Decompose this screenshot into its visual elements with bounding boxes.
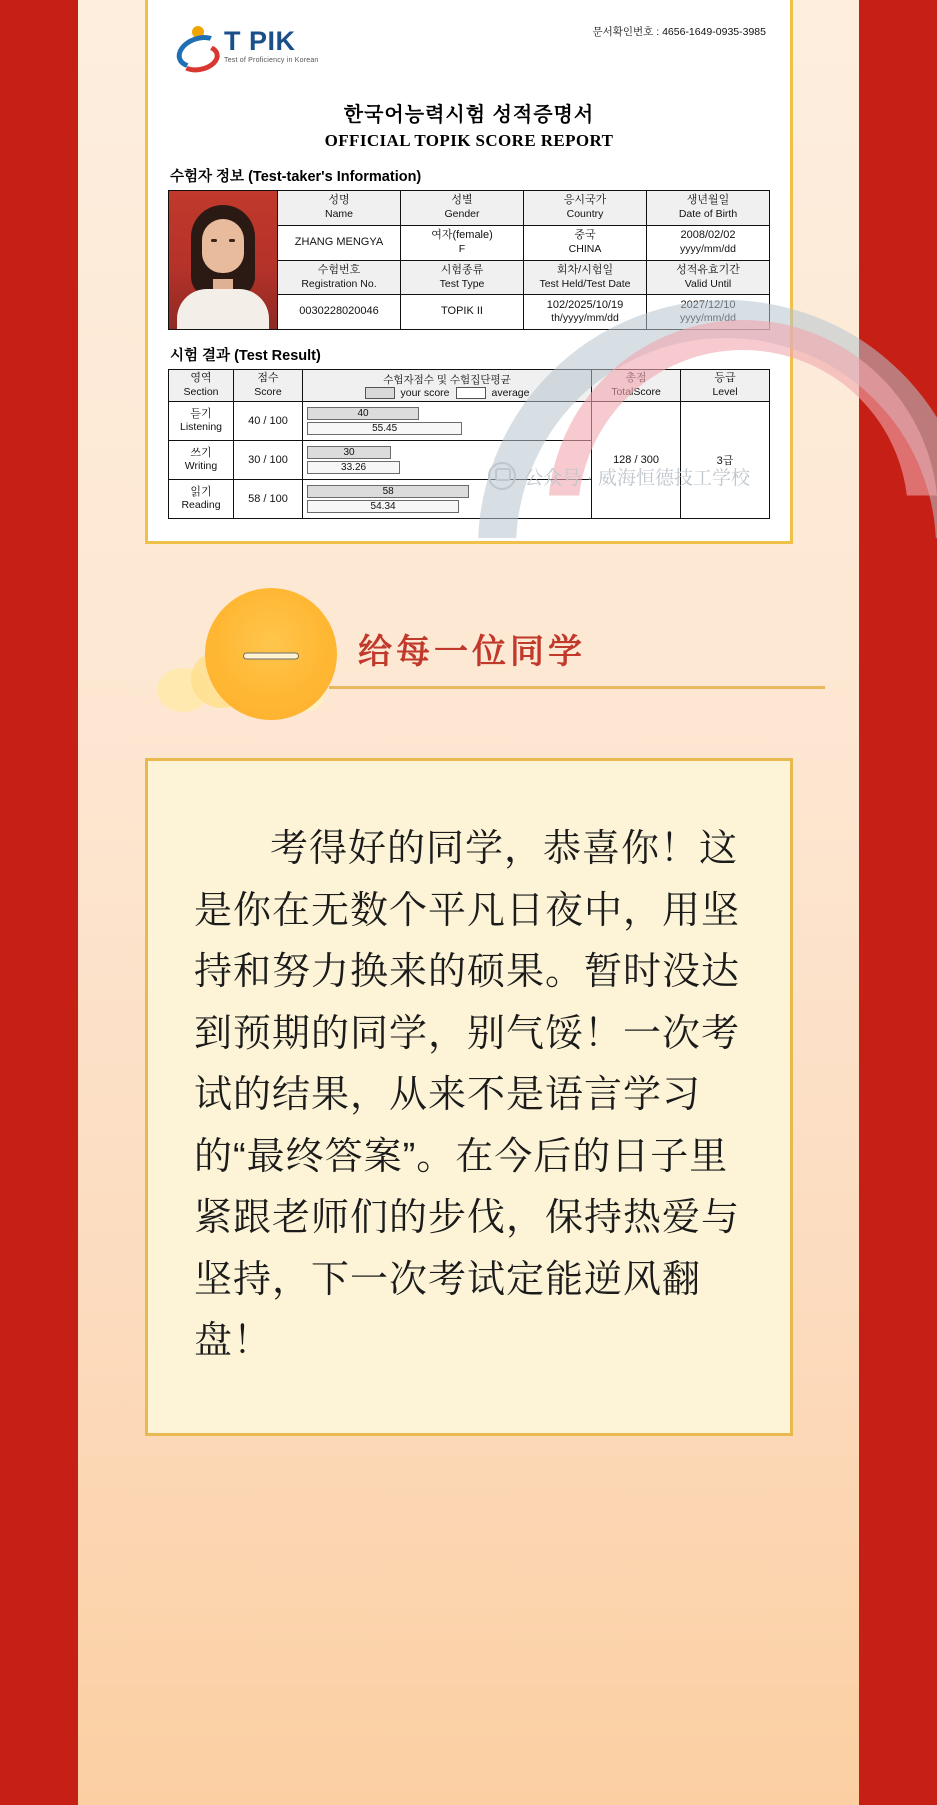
value-test-date [524,295,647,330]
header-country-kr: 응시국가 [563,194,607,207]
document-verification-number: 문서확인번호 : 4656-1649-0935-3985 [592,26,766,38]
poster-content-column [78,0,859,1805]
value-name [278,225,401,260]
row-listening-section-kr: 듣기 [190,407,212,420]
header-result-score-kr: 점수 [257,372,279,385]
legend-average-label: average [491,387,530,399]
table-row [169,370,770,402]
header-dob-en: Date of Birth [678,208,738,221]
legend-your-swatch [365,387,395,399]
header-dob-kr: 생년월일 [686,194,730,207]
row-reading-section-en: Reading [181,499,221,512]
row-listening-average-bar: 55.45 [307,422,462,435]
header-result-section-kr: 영역 [190,372,212,385]
value-name-line1: ZHANG MENGYA [294,235,384,248]
message-body: 考得好的同学，恭喜你！这是你在无数个平凡日夜中，用坚持和努力换来的硕果。暂时没达到预期的同学，别气馁！一次考试的结果，从来不是语言学习的“最终答案”。在今后的日子里紧跟老师们的步伐，保持热爱与坚持，下一次考试定能逆风翻盘！ [194,828,741,1363]
test-taker-info-table [168,190,770,330]
topik-logo-tagline: Test of Proficiency in Korean [224,57,319,64]
section-header [145,582,825,732]
certificate-title-korean: 한국어능력시험 성적증명서 [343,104,595,126]
row-writing-bars [303,441,592,480]
test-taker-info-label: 수험자 정보 (Test-taker's Information) [170,169,422,185]
section-title: 给每一位同学 [358,633,586,671]
value-test-type [401,295,524,330]
header-test-date [524,260,647,295]
header-name-en: Name [324,208,353,221]
row-writing-section [169,441,234,480]
value-dob [647,225,770,260]
value-country-line2: CHINA [568,242,602,255]
topik-logo [176,26,319,66]
header-level-en: Level [712,385,738,398]
value-valid-until-line2: yyyy/mm/dd [679,312,736,325]
row-writing-section-kr: 쓰기 [190,446,212,459]
row-reading-section-kr: 읽기 [190,485,212,498]
row-reading-your-bar: 58 [307,485,469,498]
value-valid-until-line1: 2027/12/10 [680,298,736,311]
header-test-date-kr: 회차/시험일 [556,263,614,276]
certificate-title-english: OFFICIAL TOPIK SCORE REPORT [324,131,614,150]
header-registration-no [278,260,401,295]
header-test-type-en: Test Type [439,277,485,290]
row-reading-section [169,480,234,519]
header-gender-en: Gender [444,208,480,221]
header-result-chart-kr: 수험자점수 및 수험집단평균 [383,374,511,386]
value-valid-until [647,295,770,330]
row-listening-section [169,402,234,441]
header-test-type-kr: 시험종류 [440,263,484,276]
row-listening-section-en: Listening [179,421,223,434]
header-name [278,191,401,226]
legend-average-swatch [456,387,486,399]
header-gender [401,191,524,226]
header-total-score [592,370,681,402]
value-dob-line2: yyyy/mm/dd [679,242,736,255]
level-value: 3급 [681,402,770,519]
row-listening-score: 40 / 100 [234,402,303,441]
header-valid-until [647,260,770,295]
header-test-date-en: Test Held/Test Date [539,277,631,290]
value-gender-line2: F [458,242,466,255]
header-name-kr: 성명 [328,194,350,207]
watermark-text: 公众号 · 威海恒德技工学校 [524,467,750,489]
header-result-chart [303,370,592,402]
row-writing-section-en: Writing [184,460,218,473]
test-taker-photo [169,191,278,330]
header-valid-until-kr: 성적유효기간 [676,263,740,276]
header-level-kr: 등급 [714,372,736,385]
value-registration-no [278,295,401,330]
table-row [169,191,770,226]
topik-logo-icon [176,26,218,66]
sun-decoration [205,588,337,720]
row-writing-average-bar: 33.26 [307,461,400,474]
total-score-value: 128 / 300 [592,402,681,519]
section-title-underline [329,686,825,689]
value-registration-no-line1: 0030228020046 [299,305,379,318]
test-result-label: 시험 결과 (Test Result) [170,348,321,364]
certificate-header [168,18,770,90]
value-country-line1: 중국 [574,229,596,242]
header-registration-no-en: Registration No. [301,277,377,290]
row-listening-bars [303,402,592,441]
header-total-score-en: TotalScore [611,385,661,398]
row-reading-average-bar: 54.34 [307,500,459,513]
header-country [524,191,647,226]
value-test-type-line1: TOPIK II [441,305,483,318]
header-total-score-kr: 총점 [625,372,647,385]
header-level [681,370,770,402]
header-country-en: Country [566,208,604,221]
row-reading-score: 58 / 100 [234,480,303,519]
value-dob-line1: 2008/02/02 [680,229,736,242]
header-valid-until-en: Valid Until [684,277,732,290]
row-writing-score: 30 / 100 [234,441,303,480]
row-listening-your-bar: 40 [307,407,419,420]
header-test-type [401,260,524,295]
header-result-score [234,370,303,402]
value-gender-line1: 여자(female) [431,229,493,242]
test-result-table [168,369,770,519]
value-gender [401,225,524,260]
table-row [169,402,770,441]
header-result-section [169,370,234,402]
header-result-section-en: Section [183,385,219,398]
header-result-score-en: Score [254,385,282,398]
chart-legend [304,387,590,399]
message-card [145,758,793,1436]
value-test-date-line2: th/yyyy/mm/dd [551,312,619,325]
row-writing-your-bar: 30 [307,446,391,459]
topik-logo-wordmark: T PIK [224,26,296,56]
value-country [524,225,647,260]
header-gender-kr: 성별 [451,194,473,207]
row-reading-bars [303,480,592,519]
header-registration-no-kr: 수험번호 [317,263,361,276]
header-dob [647,191,770,226]
value-test-date-line1: 102/2025/10/19 [546,298,624,311]
legend-your-label: your score [400,387,450,399]
topik-score-report-card [145,0,793,544]
